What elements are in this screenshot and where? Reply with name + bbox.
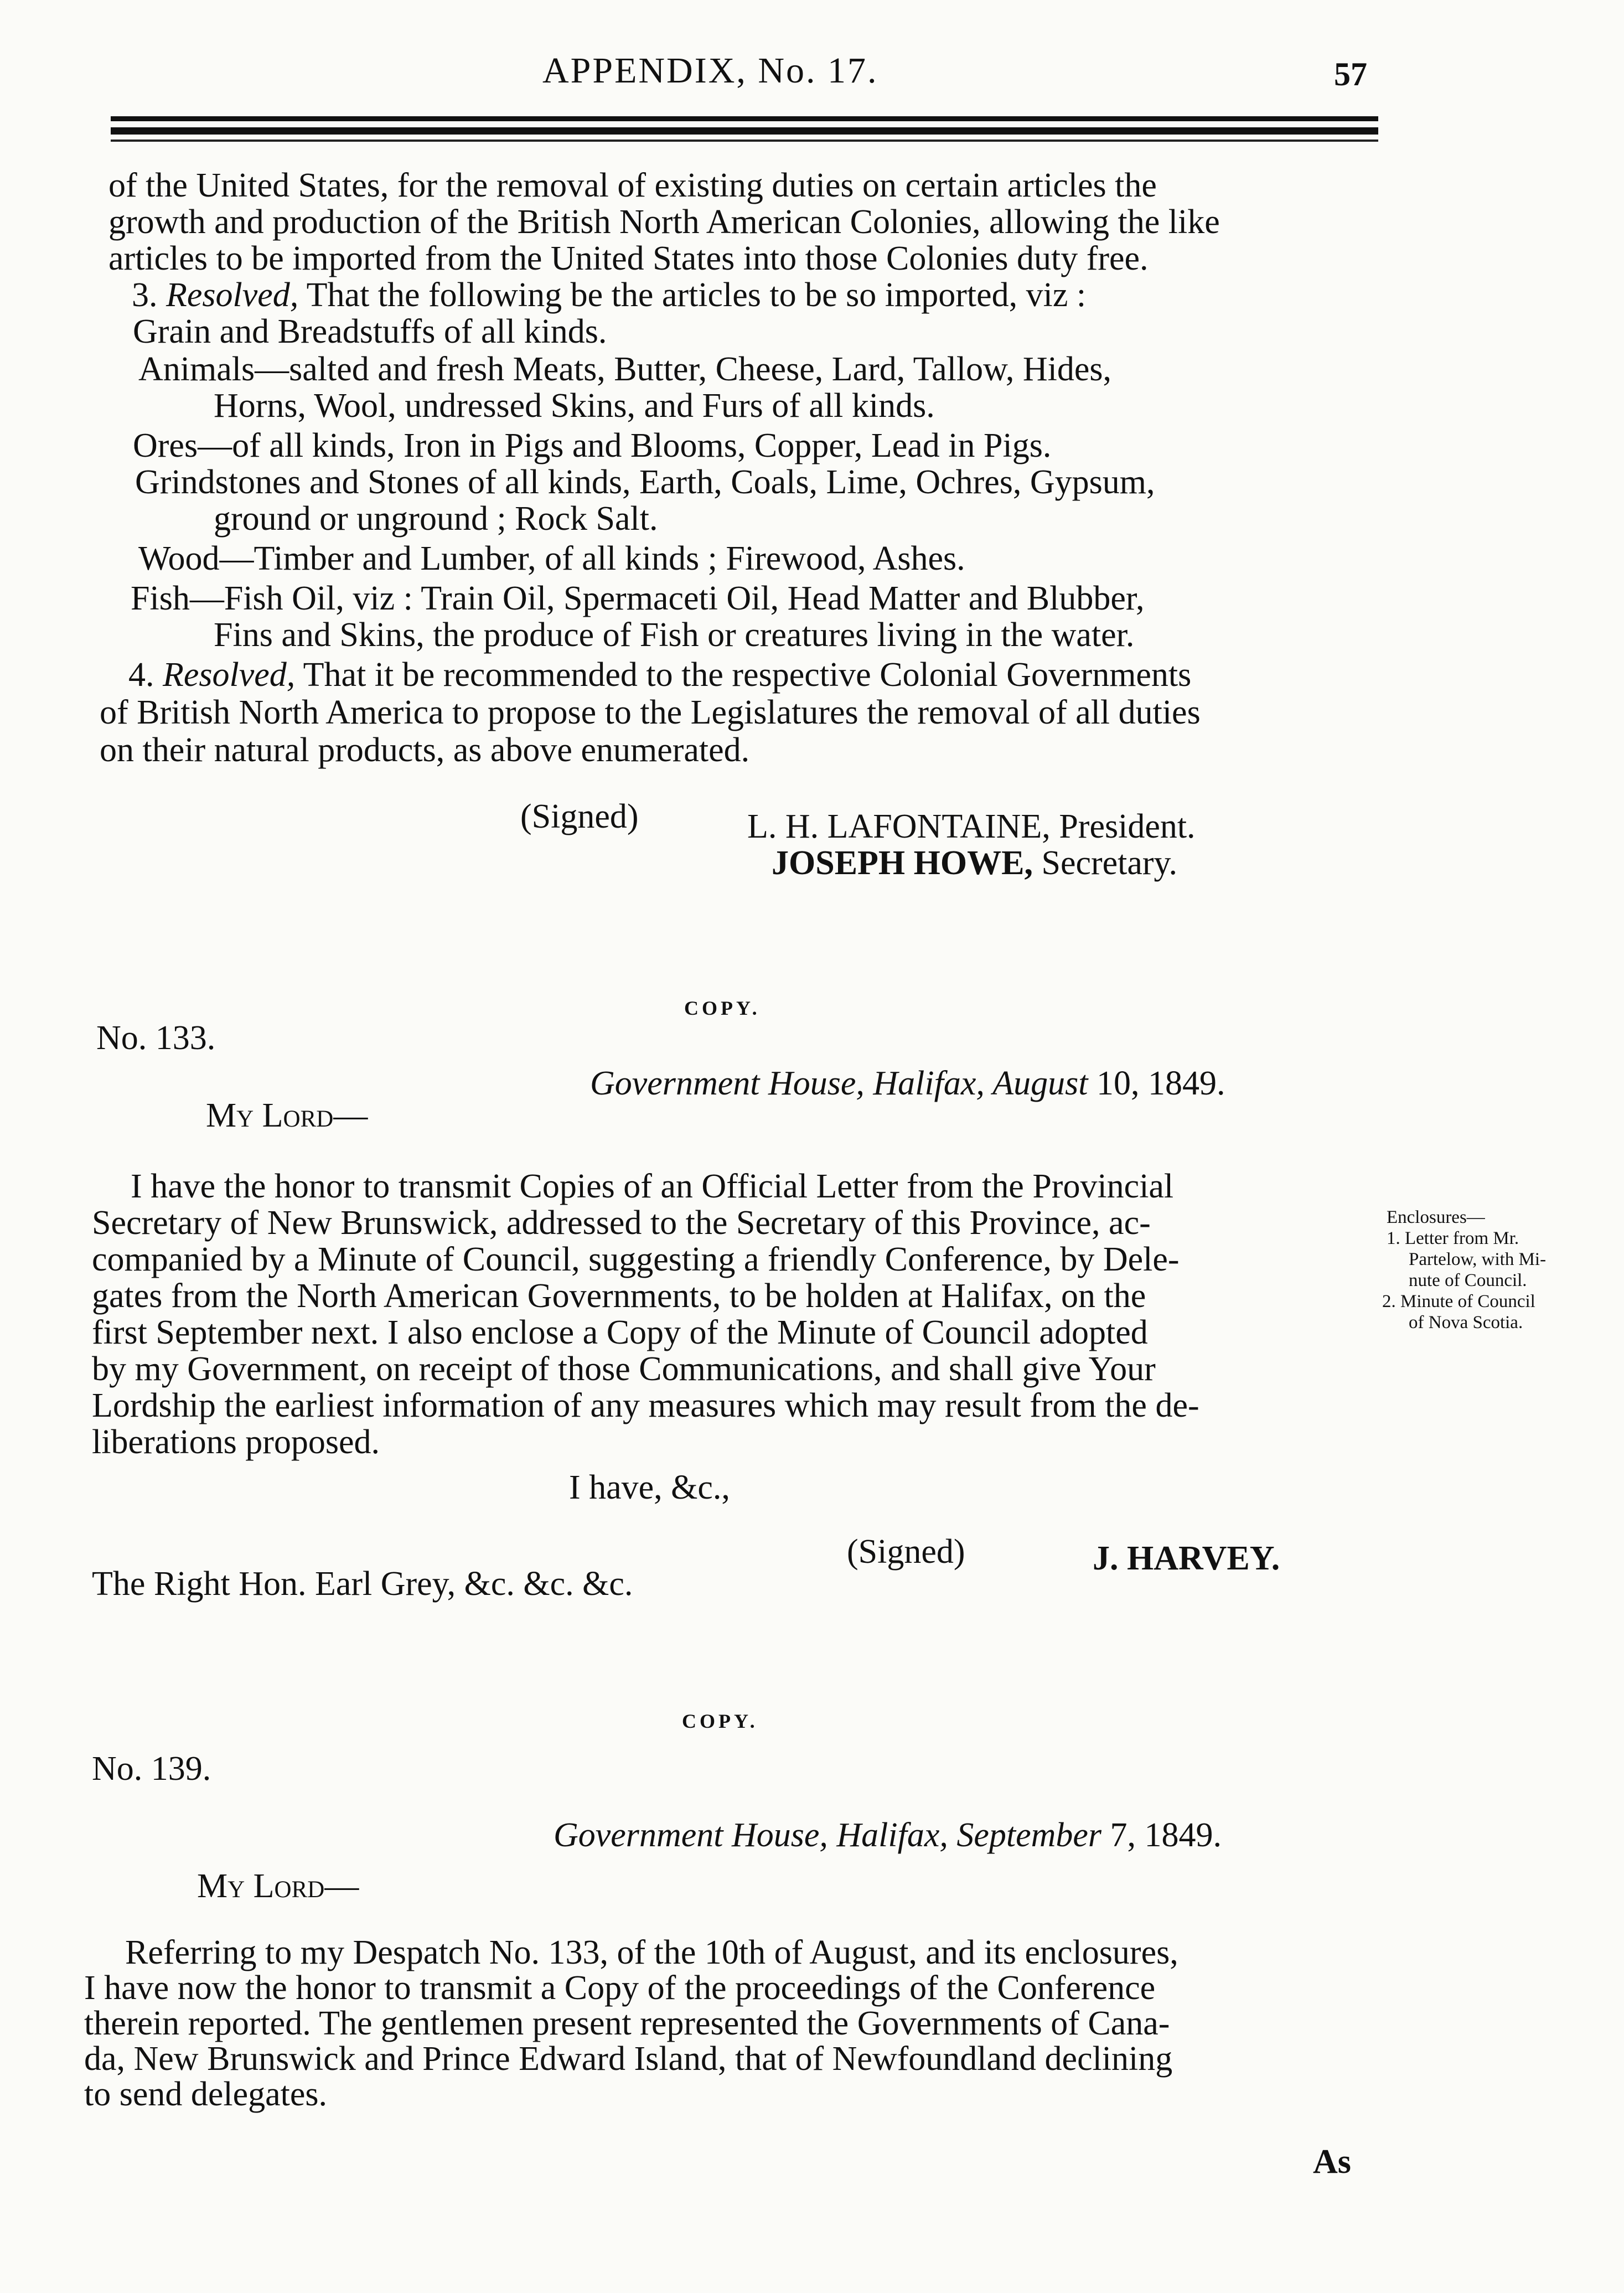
signed-label: (Signed) — [520, 798, 639, 835]
body-line: therein reported. The gentlemen present represented the Governments of Cana- — [84, 2005, 1170, 2042]
catchword: As — [1313, 2143, 1351, 2181]
text-line: on their natural products, as above enumerated. — [100, 731, 750, 769]
header-rule — [111, 116, 1378, 121]
signer-title: President. — [1059, 808, 1196, 845]
resolved-word: Resolved, — [163, 656, 296, 694]
article-item: Grain and Breadstuffs of all kinds. — [133, 313, 607, 350]
body-line: da, New Brunswick and Prince Edward Island, that of Newfoundland declining — [84, 2040, 1173, 2078]
body-line: companied by a Minute of Council, suggesting a friendly Conference, by Dele- — [92, 1241, 1180, 1278]
article-item: Ores—of all kinds, Iron in Pigs and Blooms, Copper, Lead in Pigs. — [133, 427, 1052, 464]
article-item: Animals—salted and fresh Meats, Butter, Cheese, Lard, Tallow, Hides, — [138, 350, 1112, 388]
page-number: 57 — [1334, 56, 1367, 92]
signer-title: Secretary. — [1041, 844, 1178, 882]
body-line: first September next. I also enclose a Copy of the Minute of Council adopted — [92, 1314, 1148, 1351]
resolution-text: That the following be the articles to be so imported, viz : — [306, 276, 1087, 314]
header-rule-thick — [111, 127, 1378, 135]
text-line: growth and production of the British North American Colonies, allowing the like — [108, 203, 1220, 241]
article-item-cont: Horns, Wool, undressed Skins, and Furs of all kinds. — [214, 387, 935, 425]
signer-name: JOSEPH HOWE, — [772, 844, 1033, 882]
resolution-number: 4. — [128, 656, 154, 694]
despatch-number: No. 133. — [96, 1019, 216, 1057]
body-line: gates from the North American Governments, to be holden at Halifax, on the — [92, 1277, 1146, 1315]
body-line: to send delegates. — [84, 2075, 328, 2113]
article-item-cont: ground or unground ; Rock Salt. — [214, 500, 658, 538]
body-line: I have now the honor to transmit a Copy of the proceedings of the Conference — [84, 1969, 1156, 2007]
page-header — [0, 50, 1624, 100]
body-line: I have the honor to transmit Copies of an Official Letter from the Provincial — [131, 1168, 1174, 1205]
body-line: Lordship the earliest information of any measures which may result from the de- — [92, 1387, 1199, 1424]
salutation: My Lord— — [206, 1097, 368, 1134]
text-line: of British North America to propose to the Legislatures the removal of all duties — [100, 694, 1201, 731]
resolution-number: 3. — [132, 276, 158, 314]
resolution-text: That it be recommended to the respective Colonial Governments — [303, 656, 1192, 694]
addressee: The Right Hon. Earl Grey, &c. &c. &c. — [92, 1565, 633, 1603]
body-line: by my Government, on receipt of those Communications, and shall give Your — [92, 1350, 1156, 1388]
article-item: Grindstones and Stones of all kinds, Earth, Coals, Lime, Ochres, Gypsum, — [135, 463, 1155, 501]
article-item: Wood—Timber and Lumber, of all kinds ; Firewood, Ashes. — [138, 540, 965, 577]
running-title: APPENDIX, No. 17. — [542, 50, 878, 91]
place-date: Government House, Halifax, August 10, 1849. — [590, 1065, 1225, 1102]
body-line: liberations proposed. — [92, 1423, 380, 1461]
signer: J. HARVEY. — [1093, 1540, 1280, 1577]
text-line: articles to be imported from the United States into those Colonies duty free. — [108, 240, 1149, 277]
body-line: Secretary of New Brunswick, addressed to the Secretary of this Province, ac- — [92, 1204, 1151, 1242]
place-date: Government House, Halifax, September 7, 1849. — [554, 1816, 1222, 1854]
signed-label: (Signed) — [847, 1533, 965, 1571]
article-item: Fish—Fish Oil, viz : Train Oil, Spermaceti Oil, Head Matter and Blubber, — [131, 580, 1145, 617]
text-line: of the United States, for the removal of existing duties on certain articles the — [108, 167, 1157, 204]
header-rule-thin — [111, 140, 1378, 142]
salutation: My Lord— — [197, 1867, 359, 1905]
copy-label: COPY. — [682, 1710, 758, 1732]
closing: I have, &c., — [569, 1469, 730, 1506]
resolution-3 — [132, 276, 1086, 315]
resolved-word: Resolved, — [166, 276, 299, 314]
resolution-4 — [128, 655, 1191, 695]
body-line: Referring to my Despatch No. 133, of the 10th of August, and its enclosures, — [125, 1934, 1178, 1971]
article-item-cont: Fins and Skins, the produce of Fish or creatures living in the water. — [214, 616, 1135, 654]
signature-1 — [747, 807, 1196, 846]
despatch-number: No. 139. — [92, 1750, 211, 1788]
copy-label: COPY. — [684, 997, 761, 1019]
signature-2 — [772, 844, 1177, 883]
signer-name: L. H. LAFONTAINE, — [747, 808, 1051, 845]
